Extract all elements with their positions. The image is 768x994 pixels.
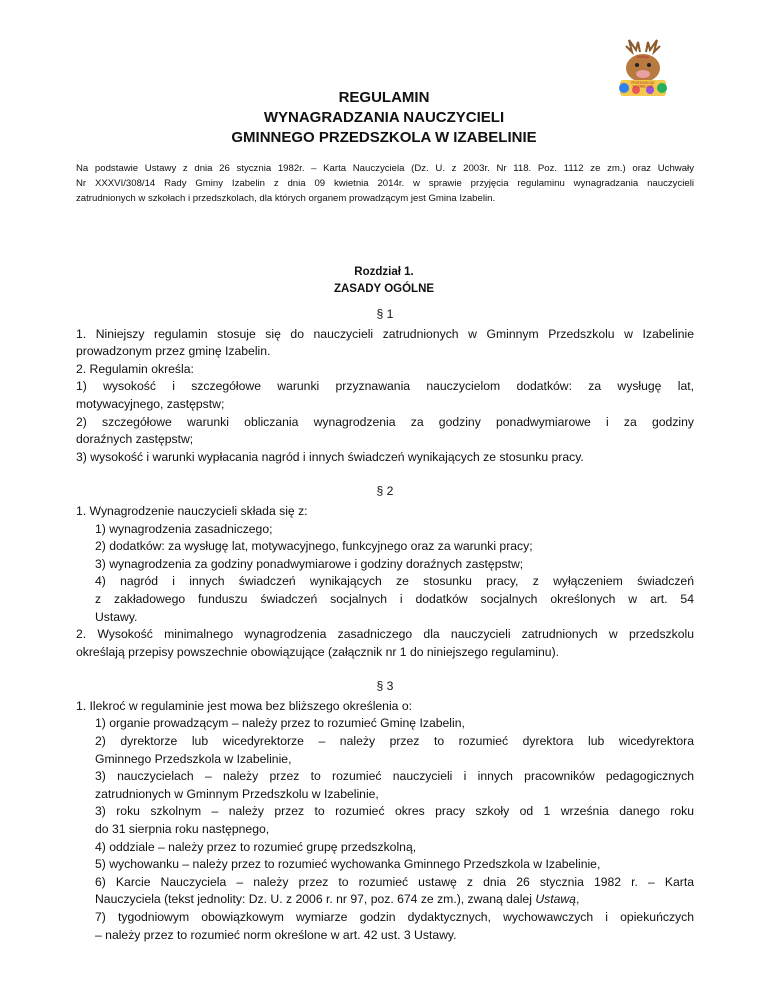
- paragraph-line: określają przepisy powszechnie obowiązujące (załącznik nr 1 do niniejszego regulaminu).: [76, 644, 560, 659]
- paragraph-line: doraźnych zastępstw;: [76, 432, 194, 447]
- title-line-1: REGULAMIN: [338, 89, 430, 106]
- paragraph-line: 1. Niniejszy regulamin stosuje się do nauczycieli zatrudnionych w Gminnym Przedszkolu w Izabelinie: [76, 326, 694, 341]
- list-item: 6) Karcie Nauczyciela – należy przez to rozumieć ustawę z dnia 26 stycznia 1982 r. – Karta: [95, 874, 694, 889]
- list-item: 3) wynagrodzenia za godziny ponadwymiarowe i godziny doraźnych zastępstw;: [95, 556, 524, 571]
- chapter-heading: [0, 264, 768, 298]
- paragraph-line: prowadzonym przez gminę Izabelin.: [76, 344, 271, 359]
- list-item: [76, 891, 694, 909]
- title-line-2: WYNAGRADZANIA NAUCZYCIELI: [263, 109, 505, 126]
- list-item: – należy przez to rozumieć norm określone w art. 42 ust. 3 Ustawy.: [95, 927, 457, 942]
- list-item: zatrudnionych w Gminnym Przedszkolu w Izabelinie,: [95, 786, 379, 801]
- paragraph-line: 1) wysokość i szczegółowe warunki przyznawania nauczycielom dodatków: za wysługę lat,: [76, 379, 694, 394]
- list-item: Gminnego Przedszkola w Izabelinie,: [95, 751, 292, 766]
- list-item: 4) nagród i innych świadczeń wynikających ze stosunku pracy, z wyłączeniem świadczeń: [95, 574, 694, 589]
- paragraph-line: 2) szczegółowe warunki obliczania wynagrodzenia za godziny ponadwymiarowe i za godziny: [76, 414, 694, 429]
- document-body: [76, 306, 694, 944]
- list-item: 3) roku szkolnym – należy przez to rozumieć okres pracy szkoły od 1 września danego roku: [95, 804, 694, 819]
- logo-text-line1: GMINNE: [636, 55, 650, 59]
- document-title: [0, 88, 768, 148]
- list-item-text: Nauczyciela (tekst jednolity: Dz. U. z 2006 r. nr 97, poz. 674 ze zm.), zwaną dalej: [95, 892, 536, 907]
- intro-line-2: Nr XXXVI/308/14 Rady Gminy Izabelin z dnia 09 kwietnia 2014r. w sprawie przyjęcia regulaminu wynagradzania nauczycieli: [76, 178, 694, 189]
- list-item: do 31 sierpnia roku następnego,: [95, 822, 270, 837]
- paragraph-line: motywacyjnego, zastępstw;: [76, 396, 225, 411]
- list-item: Ustawy.: [95, 609, 138, 624]
- list-item: 4) oddziale – należy przez to rozumieć grupę przedszkolną,: [95, 839, 417, 854]
- list-item: 3) nauczycielach – należy przez to rozumieć nauczycieli i innych pracowników pedagogicznych: [95, 769, 694, 784]
- intro-line-3: zatrudnionych w szkołach i przedszkolach, dla których organem prowadzącym jest Gmina Izabelin.: [76, 193, 496, 204]
- list-item: 5) wychowanku – należy przez to rozumieć wychowanka Gminnego Przedszkola w Izabelinie,: [95, 857, 601, 872]
- list-item: 1) organie prowadzącym – należy przez to rozumieć Gminę Izabelin,: [95, 716, 465, 731]
- list-item: 1) wynagrodzenia zasadniczego;: [95, 521, 273, 536]
- chapter-name: ZASADY OGÓLNE: [333, 283, 435, 295]
- section-mark-2: § 2: [376, 484, 394, 499]
- logo-text-line2: PRZEDSZKOLE: [631, 81, 655, 85]
- list-item: 2) dyrektorze lub wicedyrektorze – należy przez to rozumieć dyrektora lub wicedyrektora: [95, 734, 694, 749]
- chapter-number: Rozdział 1.: [354, 266, 414, 278]
- section-mark-3: § 3: [376, 679, 394, 694]
- list-item: 7) tygodniowym obowiązkowym wymiarze godzin dydaktycznych, wychowawczych i opiekuńczych: [95, 910, 694, 924]
- section-mark-1: § 1: [376, 307, 394, 321]
- list-item-punct: ,: [575, 892, 580, 907]
- list-item-emphasis: Ustawą: [535, 892, 576, 907]
- paragraph-line: 1. Ilekroć w regulaminie jest mowa bez bliższego określenia o:: [76, 698, 412, 713]
- list-item: z zakładowego funduszu świadczeń socjalnych i dodatków socjalnych określonych w art. 54: [95, 591, 694, 606]
- logo-text-line3: W IZABELINIE: [632, 84, 654, 89]
- paragraph-line: 1. Wynagrodzenie nauczycieli składa się z:: [76, 503, 308, 518]
- title-line-3: GMINNEGO PRZEDSZKOLA W IZABELINIE: [231, 129, 537, 146]
- paragraph-line: 3) wysokość i warunki wypłacania nagród i innych świadczeń wynikających ze stosunku pracy.: [76, 449, 584, 464]
- paragraph-line: 2. Regulamin określa:: [76, 361, 194, 376]
- paragraph-line: 2. Wysokość minimalnego wynagrodzenia zasadniczego dla nauczycieli zatrudnionych w przedszkolu: [76, 627, 694, 642]
- intro-line-1: Na podstawie Ustawy z dnia 26 stycznia 1982r. – Karta Nauczyciela (Dz. U. z 2003r. Nr 118. Poz. 1112 ze zm.) oraz Uchwały: [76, 163, 694, 174]
- list-item: 2) dodatków: za wysługę lat, motywacyjnego, funkcyjnego oraz za warunki pracy;: [95, 539, 533, 554]
- intro-paragraph: [76, 161, 694, 206]
